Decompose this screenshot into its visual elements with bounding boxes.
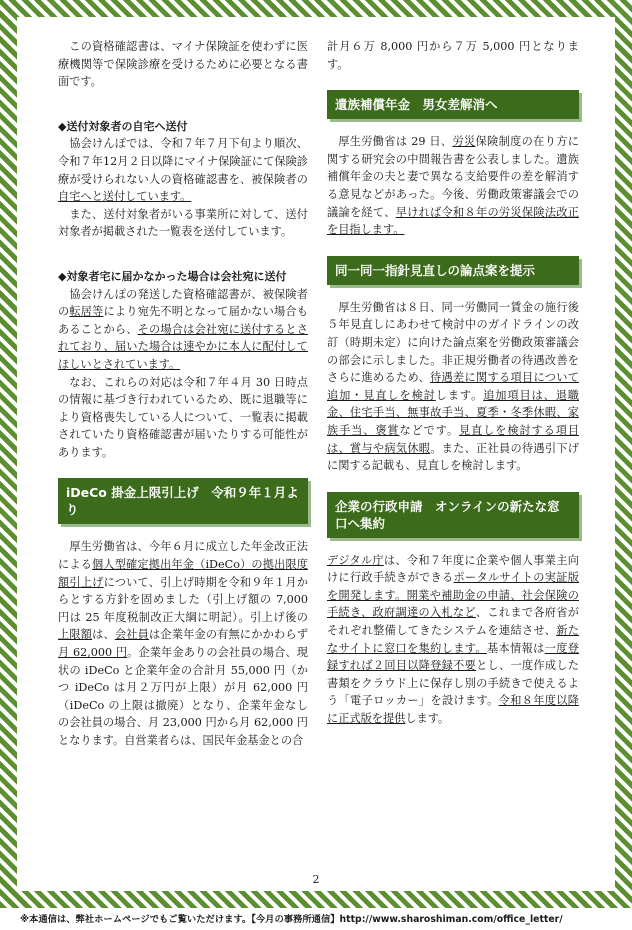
ideco-paragraph: 厚生労働省は、今年６月に成立した年金改正法による個人型確定拠出年金（iDeCo）の拠出限度額引上げについて、引上げ時期を令和９年１月からとする方針を固めました（引上げ額の 7,000 円は 25 年度税制改正大綱に明記）。引上げ後の上限額は、会社員は企業年金の有無にかかわらず月 62,000 円。企業年金ありの会社員の場合、現状の iDeCo と企業年金の合計月 55,000 円（かつ iDeCo は月２万円が上限）が月 62,000 円（iDeCo の上限は撤廃）となり、企業年金なしの会社員の場合、月 23,000 円から月 62,000 円となります。自営業者らは、国民年金基金との合 [58,540,308,747]
section-title-company-delivery: ◆対象者宅に届かなかった場合は会社宛に送付 [58,269,287,283]
ideco-heading: iDeCo 掛金上限引上げ 令和９年１月より [58,478,308,524]
gyosei-heading: 企業の行政申請 オンラインの新たな窓口へ集約 [327,492,579,538]
company-delivery-paragraph: 協会けんぽの発送した資格確認書が、被保険者の転居等により宛先不明となって届かない場合もあることから、その場合は会社宛に送付するとされており、届いた場合は速やかに本人に配付してほしいとされています。 [58,287,308,371]
right-column [327,38,579,728]
intro-paragraph: この資格確認書は、マイナ保険証を使わずに医療機関等で保険診療を受けるために必要となる書面です。 [58,40,308,89]
list-delivery-paragraph: また、送付対象者がいる事業所に対して、送付対象者が掲載された一覧表を送付しています。 [58,207,308,239]
home-delivery-paragraph: 協会けんぽでは、令和７年７月下旬より順次、令和７年12月２日以降にマイナ保険証にて保険診療が受けられない人の資格確認書を、被保険者の自宅へと送付しています。 [58,137,308,204]
section-title-home-delivery: ◆送付対象者の自宅へ送付 [58,119,188,133]
izoku-paragraph: 厚生労働省は 29 日、労災保険制度の在り方に関する研究会の中間報告書を公表しました。遺族補償年金の夫と妻で異なる支給要件の差を解消する意見などがあった。今後、労働政策審議会での議論を経て、早ければ令和８年の労災保険法改正を目指します。 [327,135,579,237]
izoku-heading: 遺族補償年金 男女差解消へ [327,90,579,119]
left-column [58,38,308,750]
gyosei-paragraph: デジタル庁は、令和７年度に企業や個人事業主向けに行政手続きができるポータルサイトの実証版を開発します。開業や補助金の申請、社会保険の手続き、政府調達の入札など、これまで各府省がそれぞれ整備してきたシステムを連結させ、新たなサイトに窓口を集約します。基本情報は一度登録すれば２回目以降登録不要とし、一度作成した書類をクラウド上に保存し別の手続きで使えるよう「電子ロッカー」を設けます。令和８年度以降に正式版を提供します。 [327,553,579,726]
ideco-continuation: 計月６万 8,000 円から７万 5,000 円となります。 [327,40,579,71]
douitsu-paragraph: 厚生労働省は８日、同一労働同一賃金の施行後５年見直しにあわせて検討中のガイドラインの改訂（時期未定）に向けた論点案を労働政策審議会の部会に示しました。非正規労働者の待遇改善をさらに進めるため、待遇差に関する項目について追加・見直しを検討します。追加項目は、退職金、住宅手当、無事故手当、夏季・冬季休暇、家族手当、褒賞などです。見直しを検討する項目は、賞与や病気休暇。また、正社員の待遇引下げに関する記載も、見直しを検討します。 [327,300,579,473]
page-number: 2 [312,873,320,886]
note-paragraph: なお、これらの対応は令和７年４月 30 日時点の情報に基づき行われているため、既に退職等により資格喪失している人について、一覧表に掲載されていたり資格確認書が届いたりする可能性があります。 [58,375,308,459]
footer-note: ※本通信は、弊社ホームページでもご覧いただけます。【今月の事務所通信】http://www.sharoshiman.com/office_letter/ [20,914,563,925]
douitsu-heading: 同一同一指針見直しの論点案を提示 [327,256,579,285]
